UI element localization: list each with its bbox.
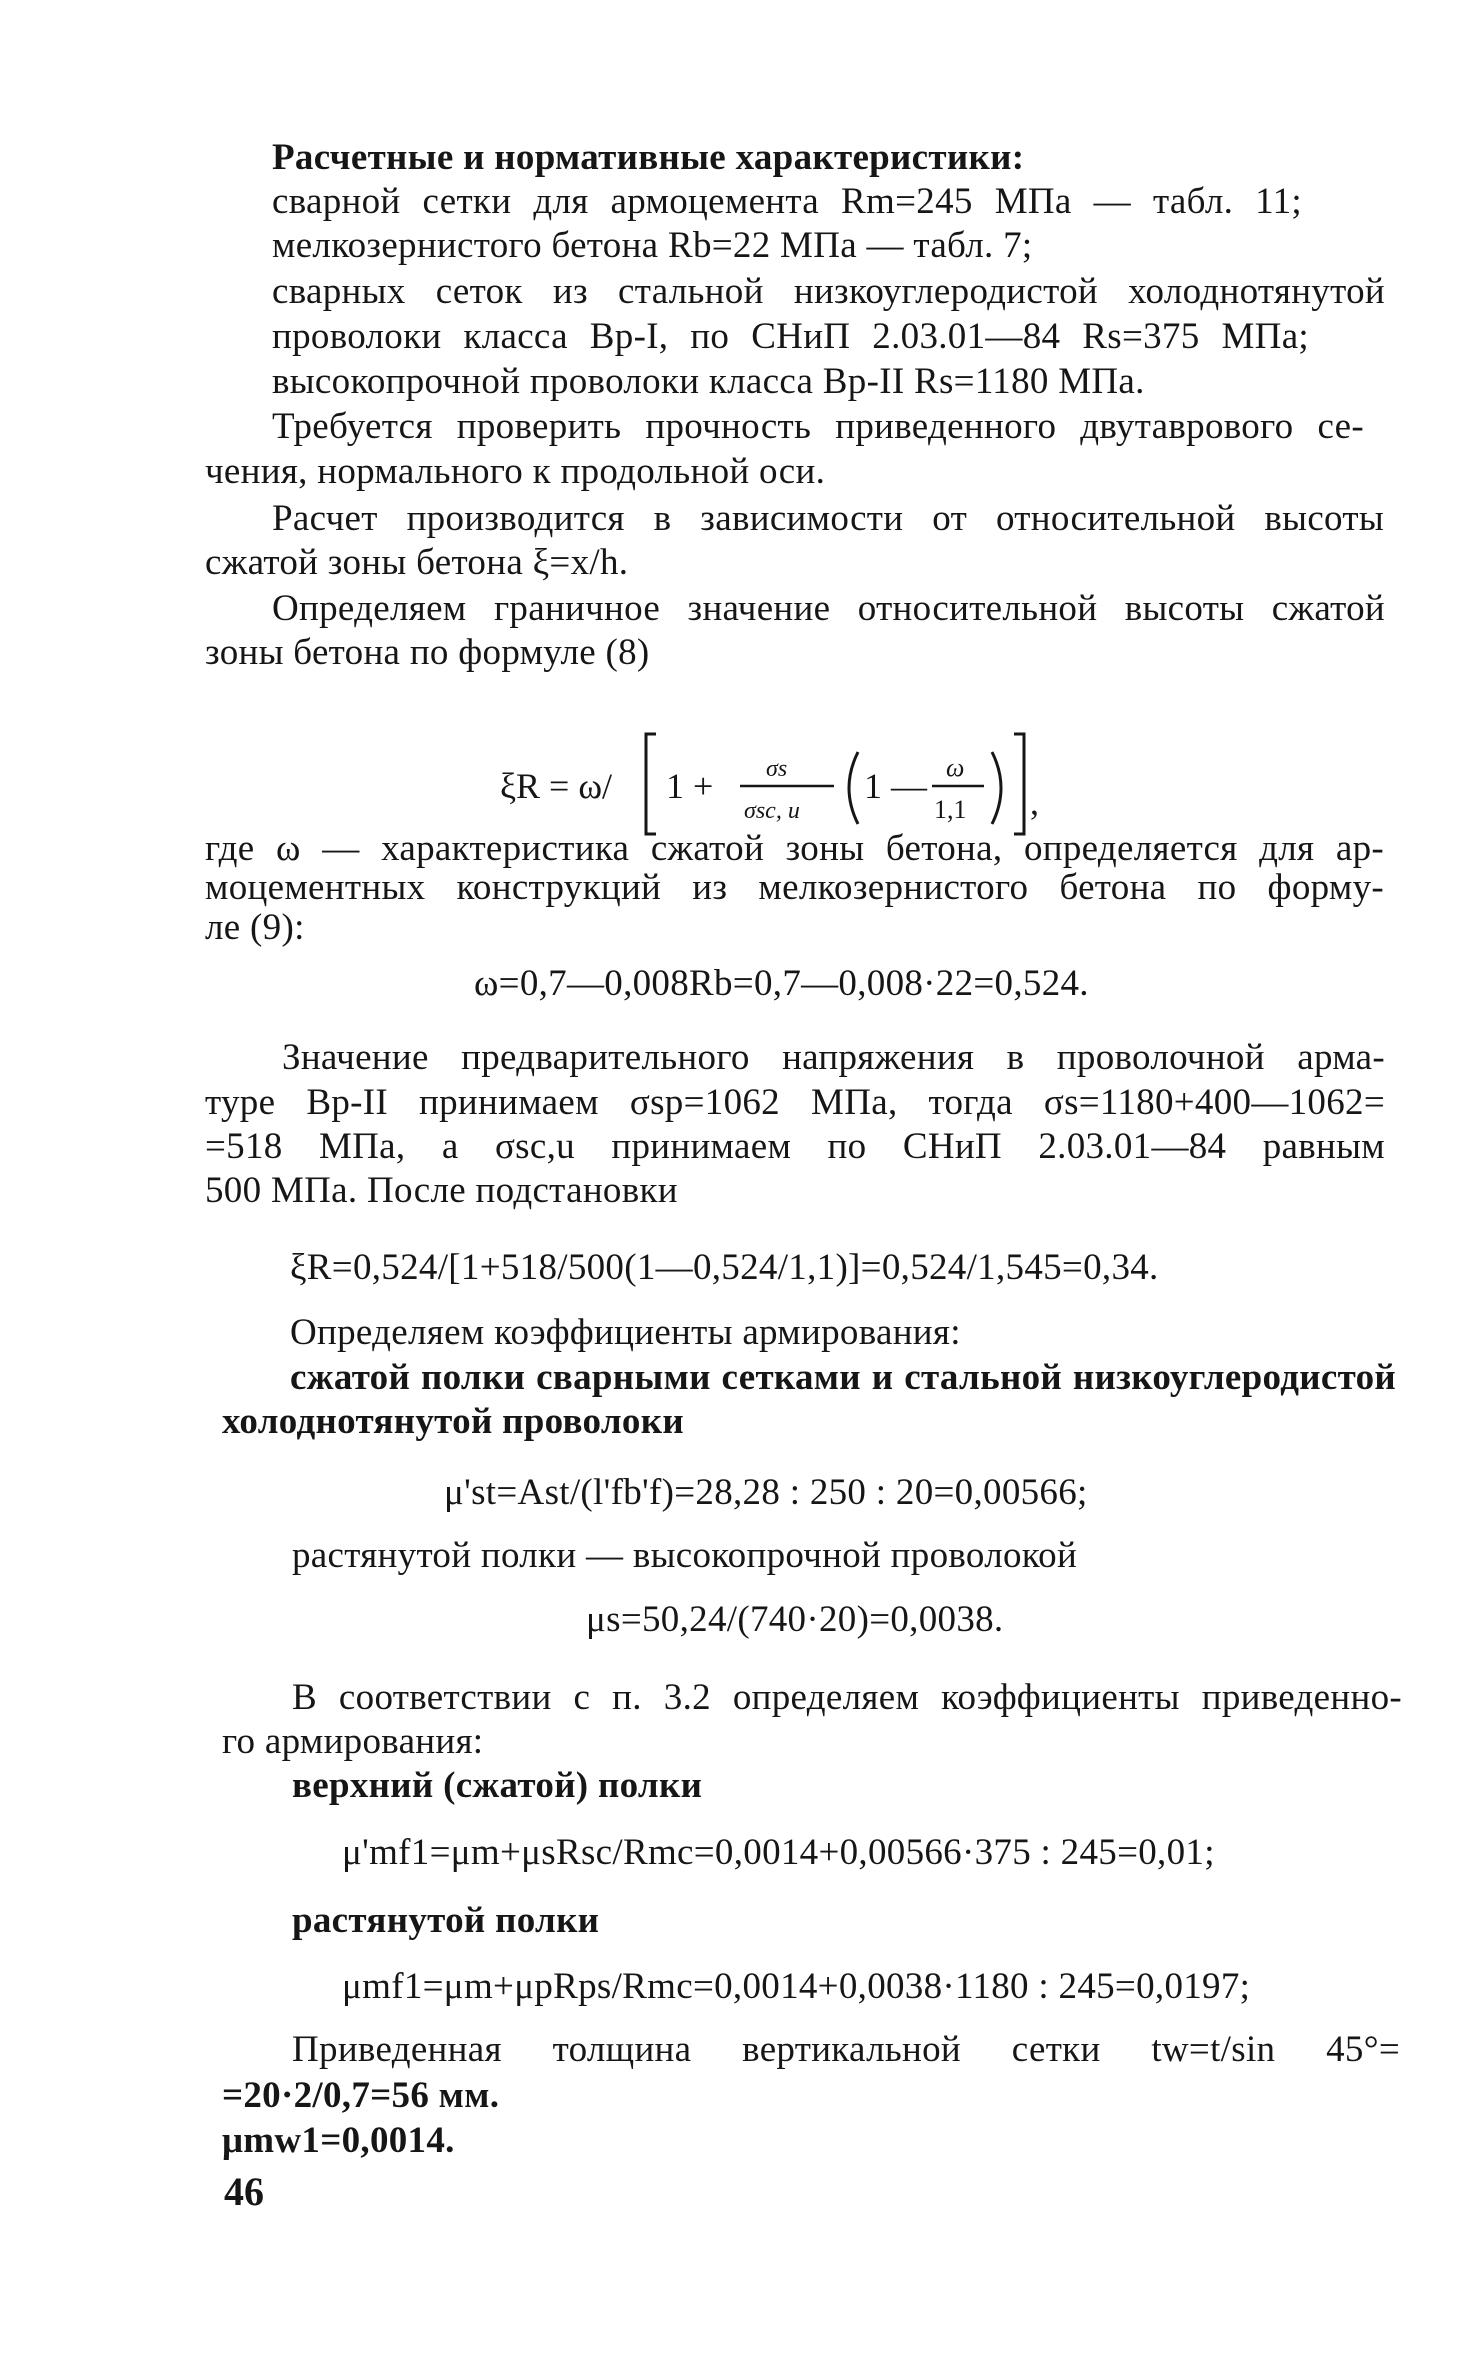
text-line: В соответствии с п. 3.2 определяем коэффициенты приведенно- — [292, 1677, 1402, 1718]
text-line: где ω — характеристика сжатой зоны бетона, определяется для ар- — [205, 828, 1384, 869]
text-line: ω=0,7—0,008Rb=0,7—0,008·22=0,524. — [474, 963, 1089, 1004]
formula-lhs: ξR = ω/ — [500, 766, 613, 806]
text-line: Расчетные и нормативные характеристики: — [272, 137, 1025, 178]
text-line: зоны бетона по формуле (8) — [205, 632, 650, 673]
formula-right-paren — [992, 752, 1001, 824]
page-number: 46 — [224, 2169, 264, 2214]
text-line: растянутой полки — высокопрочной проволокой — [292, 1535, 1078, 1576]
text-line: ξR=0,524/[1+518/500(1—0,524/1,1)]=0,524/1,545=0,34. — [290, 1247, 1159, 1288]
text-line: =518 МПа, а σsc,u принимаем по СНиП 2.03.01—84 равным — [205, 1126, 1385, 1167]
formula-one-plus: 1 + — [666, 766, 714, 806]
formula-left-bracket — [646, 734, 656, 834]
formula-inner-one: 1 — — [864, 766, 927, 806]
text-line: сварных сеток из стальной низкоуглеродистой холоднотянутой — [272, 271, 1385, 312]
text-line: Расчет производится в зависимости от относительной высоты — [272, 498, 1384, 539]
text-line: Определяем коэффициенты армирования: — [290, 1312, 961, 1353]
text-line: растянутой полки — [292, 1900, 600, 1941]
text-line: μs=50,24/(740·20)=0,0038. — [586, 1599, 1004, 1640]
text-line: Определяем граничное значение относительной высоты сжатой — [272, 588, 1385, 629]
text-line: сжатой зоны бетона ξ=x/h. — [205, 542, 629, 583]
text-line: холоднотянутой проволоки — [222, 1401, 684, 1442]
text-line: высокопрочной проволоки класса Вр-II Rs=1180 МПа. — [272, 361, 1145, 402]
formula-8 — [500, 722, 1120, 842]
text-line: сжатой полки сварными сетками и стальной низкоуглеродистой — [290, 1357, 1396, 1398]
text-line: μmw1=0,0014. — [222, 2120, 455, 2161]
text-line: проволоки класса Вр-I, по СНиП 2.03.01—84 Rs=375 МПа; — [272, 316, 1309, 357]
formula-tail: , — [1030, 782, 1039, 822]
text-line: сварной сетки для армоцемента Rm=245 МПа — табл. 11; — [272, 181, 1302, 222]
text-line: туре Вр-II принимаем σsp=1062 МПа, тогда σs=1180+400—1062= — [205, 1082, 1385, 1123]
text-line: Значение предварительного напряжения в проволочной арма- — [282, 1037, 1385, 1078]
formula-left-paren — [849, 752, 858, 824]
formula-inner-num: ω — [946, 753, 965, 782]
formula-right-bracket — [1014, 734, 1024, 834]
text-line: ле (9): — [205, 907, 305, 948]
text-line: Приведенная толщина вертикальной сетки tw=t/sin 45°= — [292, 2029, 1400, 2070]
text-line: Требуется проверить прочность приведенного двутаврового се- — [272, 406, 1364, 447]
text-line: чения, нормального к продольной оси. — [205, 451, 826, 492]
text-line: го армирования: — [222, 1721, 484, 1762]
text-line: =20·2/0,7=56 мм. — [222, 2075, 500, 2116]
formula-inner-den: 1,1 — [934, 795, 967, 824]
text-line: μ'mf1=μm+μsRsc/Rmc=0,0014+0,00566·375 : 245=0,01; — [342, 1832, 1215, 1873]
text-line: μmf1=μm+μpRps/Rmc=0,0014+0,0038·1180 : 245=0,0197; — [342, 1966, 1251, 2007]
text-line: верхний (сжатой) полки — [292, 1765, 703, 1806]
text-line: мелкозернистого бетона Rb=22 МПа — табл. 7; — [272, 225, 1033, 266]
formula-num: σs — [766, 756, 788, 782]
text-line: моцементных конструкций из мелкозернистого бетона по форму- — [205, 867, 1384, 908]
formula-den: σsc, u — [744, 798, 800, 824]
text-line: 500 МПа. После подстановки — [205, 1170, 678, 1211]
text-line: μ'st=Ast/(l'fb'f)=28,28 : 250 : 20=0,00566; — [444, 1472, 1088, 1513]
